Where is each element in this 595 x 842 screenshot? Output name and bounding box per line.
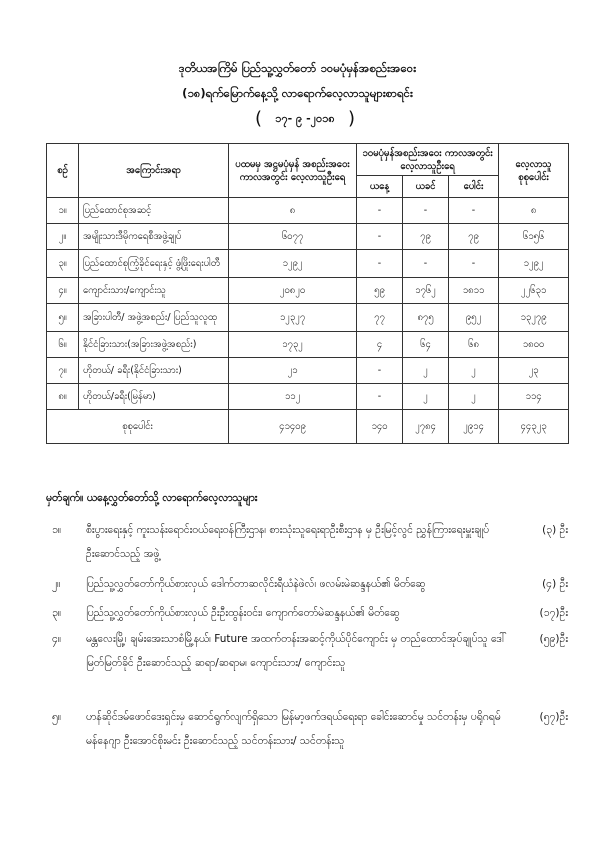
note-count: (၅၇)ဦး: [539, 711, 568, 723]
cell-from-first: ၆၀၇၇: [229, 224, 357, 250]
cell-item: ဟိုတယ်/ခရီး(မြန်မာ): [79, 384, 229, 410]
cell-total-label: စုစုပေါင်း: [47, 410, 229, 444]
cell-no: ၂။: [47, 224, 79, 250]
cell-total: ၈: [499, 198, 569, 224]
cell-sum: ၉၅၂: [449, 304, 499, 332]
cell-sum: -: [449, 198, 499, 224]
cell-from-first: ၂၁: [229, 358, 357, 384]
cell-no: ၇။: [47, 358, 79, 384]
cell-sum: -: [449, 250, 499, 278]
visitors-table: [46, 143, 569, 444]
table-total-row: [47, 410, 569, 444]
cell-no: ၃။: [47, 250, 79, 278]
cell-from-first: ၁၂၉၂: [229, 250, 357, 278]
note-count: (၁၇)ဦး: [539, 607, 568, 619]
cell-no: ၅။: [47, 304, 79, 332]
table-row: [47, 278, 569, 304]
cell-no: ၆။: [47, 332, 79, 358]
cell-total: ၁၈၀၀: [499, 332, 569, 358]
date-text: ၁၇- ၉ -၂၀၁၈: [275, 112, 335, 125]
cell-total: ၁၁၄: [499, 384, 569, 410]
note-item: [46, 627, 568, 699]
cell-item: ဟိုတယ်/ ခရီး(နိုင်ငံခြားသား): [79, 358, 229, 384]
right-bracket-icon: ): [347, 108, 355, 129]
table-row: [47, 250, 569, 278]
cell-today: -: [357, 198, 403, 224]
cell-from-first: ၁၂၃၂၇: [229, 304, 357, 332]
cell-item: နိုင်ငံခြားသား(အခြားအဖွဲ့အစည်း): [79, 332, 229, 358]
cell-today: -: [357, 250, 403, 278]
cell-total: ၄၄၃၂၃: [499, 410, 569, 444]
header-no: စဥ်: [47, 144, 79, 198]
cell-from-first: ၁၁၂: [229, 384, 357, 410]
cell-today: -: [357, 384, 403, 410]
note-item: [46, 705, 568, 753]
note-text: စီးပွားရေးနှင့် ကူးသန်းရောင်းဝယ်ရေးဝန်ကြီးဌာန၊ စားသုံးသူရေးရာဦးစီးဌာန မှ ဦးမြင့်လွင် ညွှန်ကြားရေးမှူးချုပ် ဦးဆောင်သည့် အဖွဲ့: [86, 524, 490, 560]
note-text: ပြည်သူ့လွှတ်တော်ကိုယ်စားလှယ် ဒေါက်တာဆလိုင်းရီယံနဲဖဲလ်၊ ဖလမ်းမဲဆန္ဒနယ်၏ မိတ်ဆွေ: [86, 578, 426, 590]
cell-prev: ၂၇၈၄: [403, 410, 449, 444]
table-row: [47, 198, 569, 224]
cell-from-first: ၄၁၄၀၉: [229, 410, 357, 444]
cell-total: ၁၂၉၂: [499, 250, 569, 278]
document-title-line1: ဒုတိယအကြိမ် ပြည်သူ့လွှတ်တော် ၁၀မပုံမှန်အစည်းအဝေး: [178, 61, 417, 75]
cell-sum: ၂: [449, 358, 499, 384]
cell-from-first: ၁၇၃၂: [229, 332, 357, 358]
cell-today: -: [357, 358, 403, 384]
table-row: [47, 384, 569, 410]
note-item: [46, 601, 568, 625]
note-text: ဟန်ဆိုင်ဒမ်ဖောင်ဒေးရှင်းမှ ဆောင်ရွက်လျက်ရှိသော မြန်မာ့ဖက်ဒရယ်ရေးရာ ခေါင်းဆောင်မှု သင်တန်းမှ ပရိုဂရမ်မန်နေဂျာ ဦးအောင်စိုးမင်း ဦးဆောင်သည့် သင်တန်းသား/ သင်တန်းသူ: [86, 711, 501, 747]
note-item: [46, 518, 568, 566]
cell-prev: -: [403, 198, 449, 224]
cell-item: အခြားပါတီ/ အဖွဲ့အစည်း/ ပြည်သူလူထု: [79, 304, 229, 332]
header-item: အကြောင်းအရာ: [79, 144, 229, 198]
header-prev: ယခင်: [403, 176, 449, 198]
note-number: ၄။: [52, 633, 62, 645]
cell-today: -: [357, 224, 403, 250]
cell-prev: ၈၇၅: [403, 304, 449, 332]
note-number: ၂။: [52, 578, 61, 590]
note-item: [46, 572, 568, 596]
table-row: [47, 358, 569, 384]
cell-from-first: ၈: [229, 198, 357, 224]
cell-prev: ၂: [403, 358, 449, 384]
header-today: ယနေ့: [357, 176, 403, 198]
table-row: [47, 304, 569, 332]
table-row: [47, 224, 569, 250]
header-total: လေ့လာသူ စုစုပေါင်း: [499, 144, 569, 198]
left-bracket-icon: (: [255, 108, 263, 129]
header-session-group: ၁၀မပုံမှန်အစည်းအဝေး ကာလအတွင်း လေ့လာသူဦးရေ: [357, 144, 499, 176]
cell-prev: ၆၄: [403, 332, 449, 358]
cell-total: ၂၃: [499, 358, 569, 384]
cell-sum: ၂၉၁၄: [449, 410, 499, 444]
note-count: (၃) ဦး: [542, 524, 568, 536]
note-number: ၅။: [52, 711, 62, 723]
cell-today: ၁၄၀: [357, 410, 403, 444]
cell-prev: -: [403, 250, 449, 278]
cell-from-first: ၂၀၈၂၀: [229, 278, 357, 304]
cell-sum: ၆၈: [449, 332, 499, 358]
document-title-line2: (၁၈)ရက်မြောက်နေ့သို့ လာရောက်လေ့လာသူများစာရင်း: [182, 86, 413, 100]
cell-sum: ၇၉: [449, 224, 499, 250]
cell-item: အမျိုးသားဒီမိုကရေစီအဖွဲ့ချုပ်: [79, 224, 229, 250]
cell-prev: ၂: [403, 384, 449, 410]
note-count: (၅၉)ဦး: [539, 633, 568, 645]
header-from-first: ပထမမှ အဋ္ဌမပုံမှန် အစည်းအဝေးကာလအတွင်း လေ့လာသူဦးရေ: [229, 144, 357, 198]
cell-total: ၆၁၅၆: [499, 224, 569, 250]
note-text: ပြည်သူ့လွှတ်တော်ကိုယ်စားလှယ် ဦးဦးထွန်းဝင်း၊ ကျောက်တော်မဲဆန္ဒနယ်၏ မိတ်ဆွေ: [86, 607, 400, 619]
header-sum: ပေါင်း: [449, 176, 499, 198]
cell-item: ပြည်ထောင်စုကြံ့ခိုင်ရေးနှင့် ဖွံ့ဖြိုးရေးပါတီ: [79, 250, 229, 278]
note-count: (၄) ဦး: [542, 578, 568, 590]
cell-today: ၇၇: [357, 304, 403, 332]
note-number: ၃။: [52, 607, 62, 619]
cell-item: ပြည်ထောင်စုအဆင့်: [79, 198, 229, 224]
document-date: [255, 108, 355, 130]
cell-today: ၅၉: [357, 278, 403, 304]
cell-total: ၁၃၂၇၉: [499, 304, 569, 332]
cell-no: ၁။: [47, 198, 79, 224]
cell-item: ကျောင်းသား/ကျောင်းသူ: [79, 278, 229, 304]
note-text: မန္တလေးမြို့၊ ချမ်းအေးသာစံမြို့နယ်၊ Future အထက်တန်းအဆင့်ကိုယ်ပိုင်ကျောင်း မှ တည်ထောင်အုပ်ချုပ်သူ ဒေါ်မြတ်မြတ်ခိုင် ဦးဆောင်သည့် ဆရာ/ဆရာမ၊ ကျောင်းသား/ ကျောင်းသူ: [86, 633, 507, 669]
note-number: ၁။: [52, 524, 62, 536]
cell-today: ၄: [357, 332, 403, 358]
cell-no: ၄။: [47, 278, 79, 304]
cell-sum: ၂: [449, 384, 499, 410]
notes-title: မှတ်ချက်။ ယနေ့လွှတ်တော်သို့ လာရောက်လေ့လာသူများ: [46, 492, 258, 504]
cell-sum: ၁၈၁၁: [449, 278, 499, 304]
table-row: [47, 332, 569, 358]
cell-no: ၈။: [47, 384, 79, 410]
cell-total: ၂၂၆၃၁: [499, 278, 569, 304]
cell-prev: ၇၉: [403, 224, 449, 250]
cell-prev: ၁၇၆၂: [403, 278, 449, 304]
